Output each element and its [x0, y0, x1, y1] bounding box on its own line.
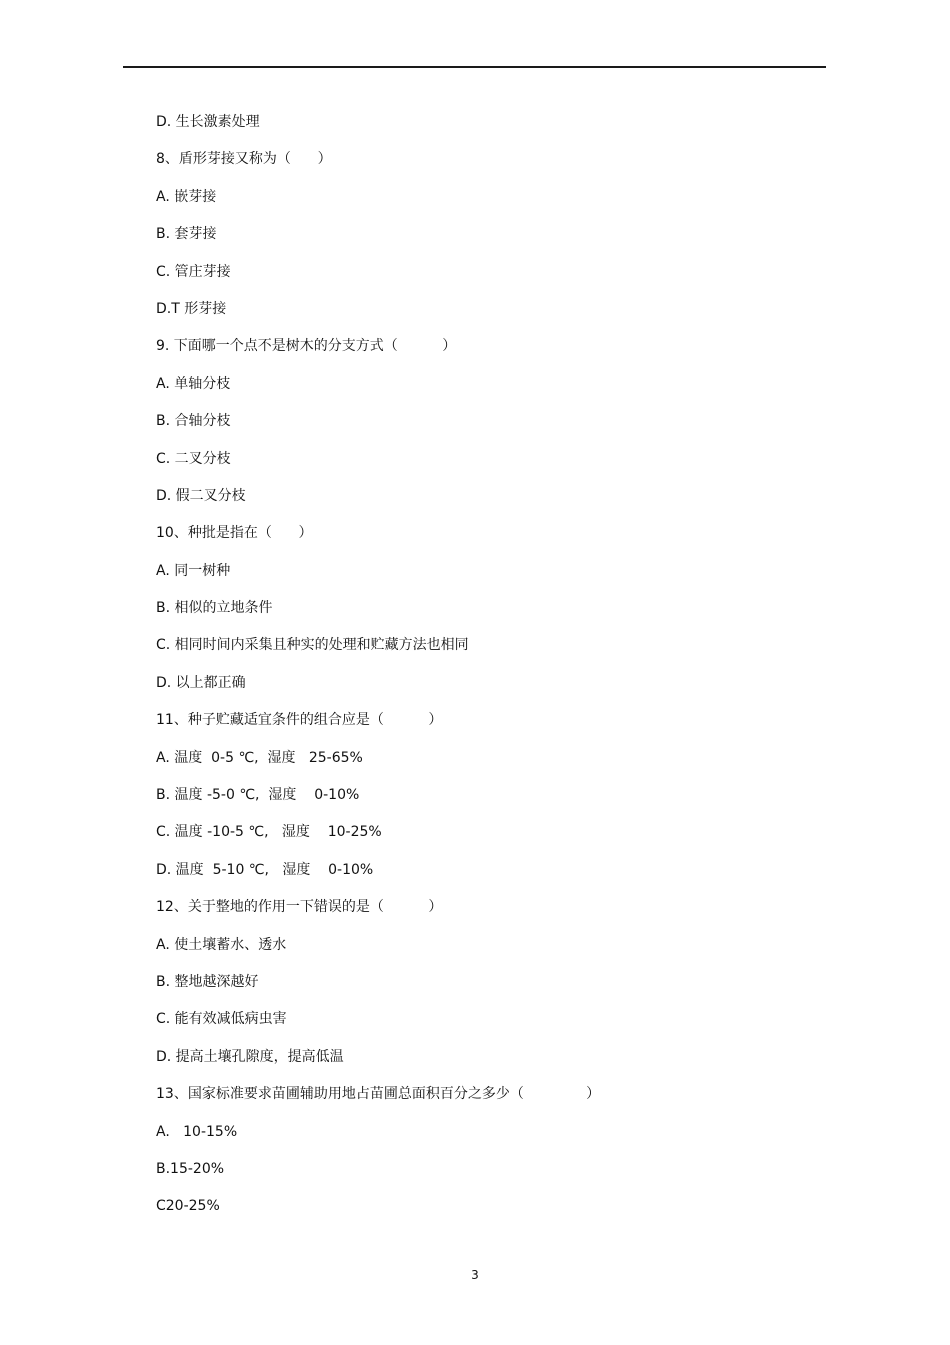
- header-rule: [123, 66, 826, 68]
- question-8: 8、盾形芽接又称为（ ）: [156, 151, 332, 168]
- option-a-q9: A. 单轴分枝: [156, 375, 231, 392]
- question-10: 10、种批是指在（ ）: [156, 525, 313, 542]
- option-b-q10: B. 相似的立地条件: [156, 600, 273, 617]
- question-11: 11、种子贮藏适宜条件的组合应是（ ）: [156, 712, 443, 729]
- option-b-q13: B.15-20%: [156, 1160, 225, 1177]
- option-b-q11: B. 温度 -5-0 ℃, 湿度 0-10%: [156, 787, 360, 804]
- option-b-q8: B. 套芽接: [156, 226, 217, 243]
- option-a-q10: A. 同一树种: [156, 562, 231, 579]
- option-c-q8: C. 管庄芽接: [156, 263, 231, 280]
- option-d-q8: D.T 形芽接: [156, 300, 227, 317]
- option-a-q13: A. 10-15%: [156, 1123, 238, 1140]
- question-13: 13、国家标准要求苗圃辅助用地占苗圃总面积百分之多少（ ）: [156, 1086, 601, 1103]
- option-d-q12: D. 提高土壤孔隙度，提高低温: [156, 1048, 344, 1065]
- page-number: 3: [471, 1268, 479, 1282]
- option-a-q11: A. 温度 0-5 ℃, 湿度 25-65%: [156, 749, 363, 766]
- option-b-q12: B. 整地越深越好: [156, 973, 259, 990]
- option-a-q12: A. 使土壤蓄水、透水: [156, 936, 287, 953]
- question-12: 12、关于整地的作用一下错误的是（ ）: [156, 899, 443, 916]
- option-b-q9: B. 合轴分枝: [156, 413, 231, 430]
- question-9: 9. 下面哪一个点不是树木的分支方式（ ）: [156, 338, 457, 355]
- question-list: [156, 112, 796, 1234]
- option-c-q11: C. 温度 -10-5 ℃, 湿度 10-25%: [156, 824, 382, 841]
- option-a-q8: A. 嵌芽接: [156, 188, 217, 205]
- option-d-q10: D. 以上都正确: [156, 674, 246, 691]
- option-c-q13: C20-25%: [156, 1198, 220, 1215]
- option-c-q10: C. 相同时间内采集且种实的处理和贮藏方法也相同: [156, 637, 469, 654]
- option-c-q12: C. 能有效减低病虫害: [156, 1011, 287, 1028]
- option-d-q7: D. 生长激素处理: [156, 114, 260, 130]
- option-c-q9: C. 二叉分枝: [156, 450, 231, 467]
- option-d-q9: D. 假二叉分枝: [156, 487, 246, 504]
- option-d-q11: D. 温度 5-10 ℃, 湿度 0-10%: [156, 861, 374, 878]
